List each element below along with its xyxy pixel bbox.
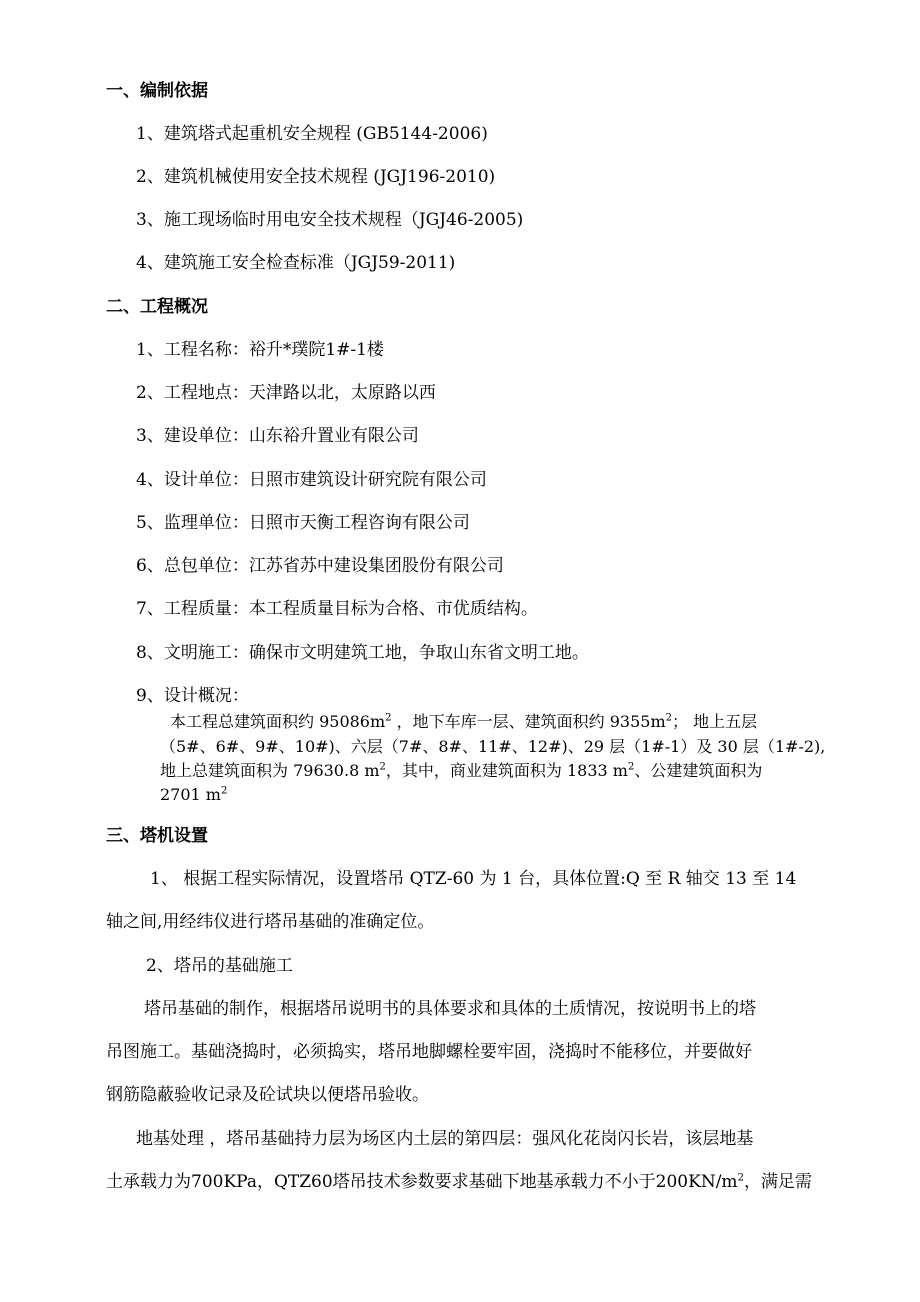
list-item: 1、建筑塔式起重机安全规程 (GB5144-2006) xyxy=(136,124,488,144)
list-item: 6、总包单位：江苏省苏中建设集团股份有限公司 xyxy=(136,556,504,576)
list-item: 3、施工现场临时用电安全技术规程（JGJ46-2005) xyxy=(136,210,524,230)
subheading-foundation: 2、塔吊的基础施工 xyxy=(146,956,293,976)
paragraph-line: 吊图施工。基础浇捣时，必须捣实，塔吊地脚螺栓要牢固，浇捣时不能移位，并要做好 xyxy=(106,1042,752,1062)
section-heading-2: 二、工程概况 xyxy=(106,297,208,317)
list-item: 5、监理单位：日照市天衡工程咨询有限公司 xyxy=(136,513,470,533)
design-overview-line-2: （5#、6#、9#、10#)、六层（7#、8#、11#、12#)、29 层（1#-1）及 30 层（1#-2), xyxy=(160,737,826,756)
paragraph-line: 钢筋隐蔽验收记录及砼试块以便塔吊验收。 xyxy=(106,1085,429,1105)
list-item: 4、设计单位：日照市建筑设计研究院有限公司 xyxy=(136,470,487,490)
list-item: 2、工程地点：天津路以北，太原路以西 xyxy=(136,383,436,403)
paragraph-line: 1、 根据工程实际情况，设置塔吊 QTZ-60 为 1 台，具体位置:Q 至 R 轴交 13 至 14 xyxy=(150,869,797,889)
paragraph-line: 轴之间,用经纬仪进行塔吊基础的准确定位。 xyxy=(106,912,435,932)
design-overview-line-3: 地上总建筑面积为 79630.8 $m^2$，其中，商业建筑面积为 1833 $m^2$、公建建筑面积为 xyxy=(160,761,763,780)
design-overview-line-4: 2701 $m^2$ xyxy=(160,785,228,804)
design-overview-line-1: 本工程总建筑面积约 $95086m^2$ ，地下车库一层、建筑面积约 $9355m^2$； 地上五层 xyxy=(170,712,758,731)
list-item: 4、建筑施工安全检查标准（JGJ59-2011) xyxy=(136,253,456,273)
paragraph-line: 塔吊基础的制作，根据塔吊说明书的具体要求和具体的土质情况，按说明书上的塔 xyxy=(144,999,756,1019)
paragraph-line: 地基处理 ，塔吊基础持力层为场区内土层的第四层：强风化花岗闪长岩，该层地基 xyxy=(136,1129,754,1149)
list-item: 7、工程质量：本工程质量目标为合格、市优质结构。 xyxy=(136,599,538,619)
section-heading-1: 一、编制依据 xyxy=(106,81,208,101)
list-item: 2、建筑机械使用安全技术规程 (JGJ196-2010) xyxy=(136,167,496,187)
paragraph-line: 土承载力为700KPa，QTZ60塔吊技术参数要求基础下地基承载力不小于$200KN/m^2$，满足需 xyxy=(106,1172,812,1192)
list-item: 3、建设单位：山东裕升置业有限公司 xyxy=(136,426,419,446)
list-item: 1、工程名称：裕升*璞院1#-1楼 xyxy=(136,340,384,360)
list-item: 8、文明施工：确保市文明建筑工地，争取山东省文明工地。 xyxy=(136,643,589,663)
section-heading-3: 三、塔机设置 xyxy=(106,826,208,846)
list-item: 9、设计概况： xyxy=(136,686,249,706)
